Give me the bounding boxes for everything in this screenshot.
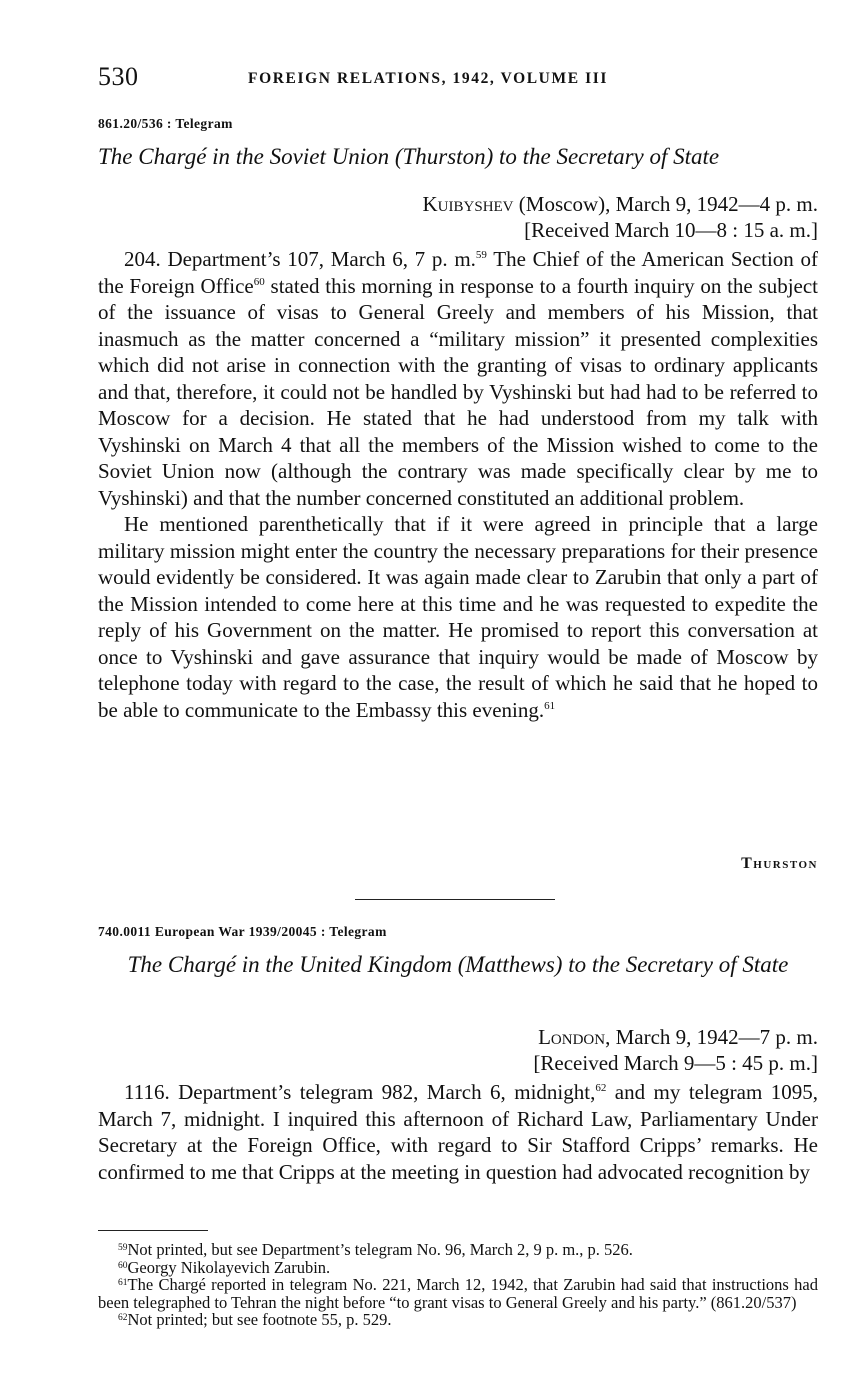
doc1-dateline [300,191,818,217]
doc1-title: The Chargé in the Soviet Union (Thurston) to the Secretary of State [98,144,720,169]
doc1-file-reference: 861.20/536 : Telegram [98,116,233,131]
doc2-file-reference: 740.0011 European War 1939/20045 : Telegram [98,924,387,939]
footnote-62: $^{62}$Not printed; but see footnote 55, p. 529. [118,1310,392,1329]
doc2-dateline [300,1024,818,1050]
doc2-received: [Received March 9—5 : 45 p. m.] [533,1051,818,1075]
footnote-rule [98,1230,208,1231]
footnote-ref-61: 61 [544,699,556,712]
footnote-59: $^{59}$Not printed, but see Department’s telegram No. 96, March 2, 9 p. m., p. 526. [118,1240,633,1259]
doc1-paragraph-1: 204. Department’s 107, March 6, 7 p. m.$^{59}$ The Chief of the American Section of the Foreign Office$^{60}$ stated this morning in response to a fourth inquiry on the subject of the issuance of visas to General Greely and members of his Mission, that inasmuch as the matter concerned a “military mission” it presented complexities which did not arise in connection with the granting of visas to ordinary applicants and that, therefore, it could not be handled by Vyshinski but had had to be referred to Moscow for a decision. He stated that he had understood from my talk with Vyshinski on March 4 that all the members of the Mission wished to come to the Soviet Union now (although the contrary was made specifically clear by me to Vyshinski) and that the number concerned constituted an additional problem. [98,247,819,510]
doc2-body [98,1079,818,1185]
doc1-place: Kuibyshev [422,192,514,216]
footnote-ref-60: 60 [253,275,265,288]
doc1-body [98,246,818,723]
page-header [98,62,818,96]
running-head: FOREIGN RELATIONS, 1942, VOLUME III [248,70,608,87]
doc1-signature: Thurston [741,855,818,872]
footnotes [98,1241,818,1329]
doc2-date: , March 9, 1942—7 p. m. [605,1025,818,1049]
doc1-date: (Moscow), March 9, 1942—4 p. m. [513,192,818,216]
footnote-ref-62: 62 [595,1082,607,1094]
footnote-ref-59: 59 [475,249,487,261]
doc1-received: [Received March 10—8 : 15 a. m.] [524,218,818,242]
doc1-paragraph-2: He mentioned parenthetically that if it were agreed in principle that a large military mission might enter the country the necessary preparations for their presence would evidently be considered. It was again made clear to Zarubin that only a part of the Mission intended to come here at this time and he was requested to expedite the reply of his Government on the matter. He promised to report this conversation at once to Vyshinski and gave assurance that inquiry would be made of Moscow by telephone today with regard to the case, the result of which he said that he hoped to be able to communicate to the Embassy this evening.$^{61}$ [98,512,818,722]
doc2-paragraph-1: 1116. Department’s telegram 982, March 6, midnight,$^{62}$ and my telegram 1095, March 7, midnight. I inquired this afternoon of Richard Law, Parliamentary Under Secretary at the Foreign Office, with regard to Sir Stafford Cripps’ remarks. He confirmed to me that Cripps at the meeting in question had advocated recognition by [98,1080,818,1184]
section-divider [355,899,555,900]
doc2-place: London [538,1025,606,1049]
footnote-60: $^{60}$Georgy Nikolayevich Zarubin. [118,1257,331,1277]
footnote-61: $^{61}$The Chargé reported in telegram No. 221, March 12, 1942, that Zarubin had said that instructions had been telegraphed to Tehran the night before “to grant visas to General Greely and his party.” (861.20/537) [98,1275,818,1312]
doc2-title: The Chargé in the United Kingdom (Matthews) to the Secretary of State [127,952,789,977]
page-number: 530 [98,62,139,91]
